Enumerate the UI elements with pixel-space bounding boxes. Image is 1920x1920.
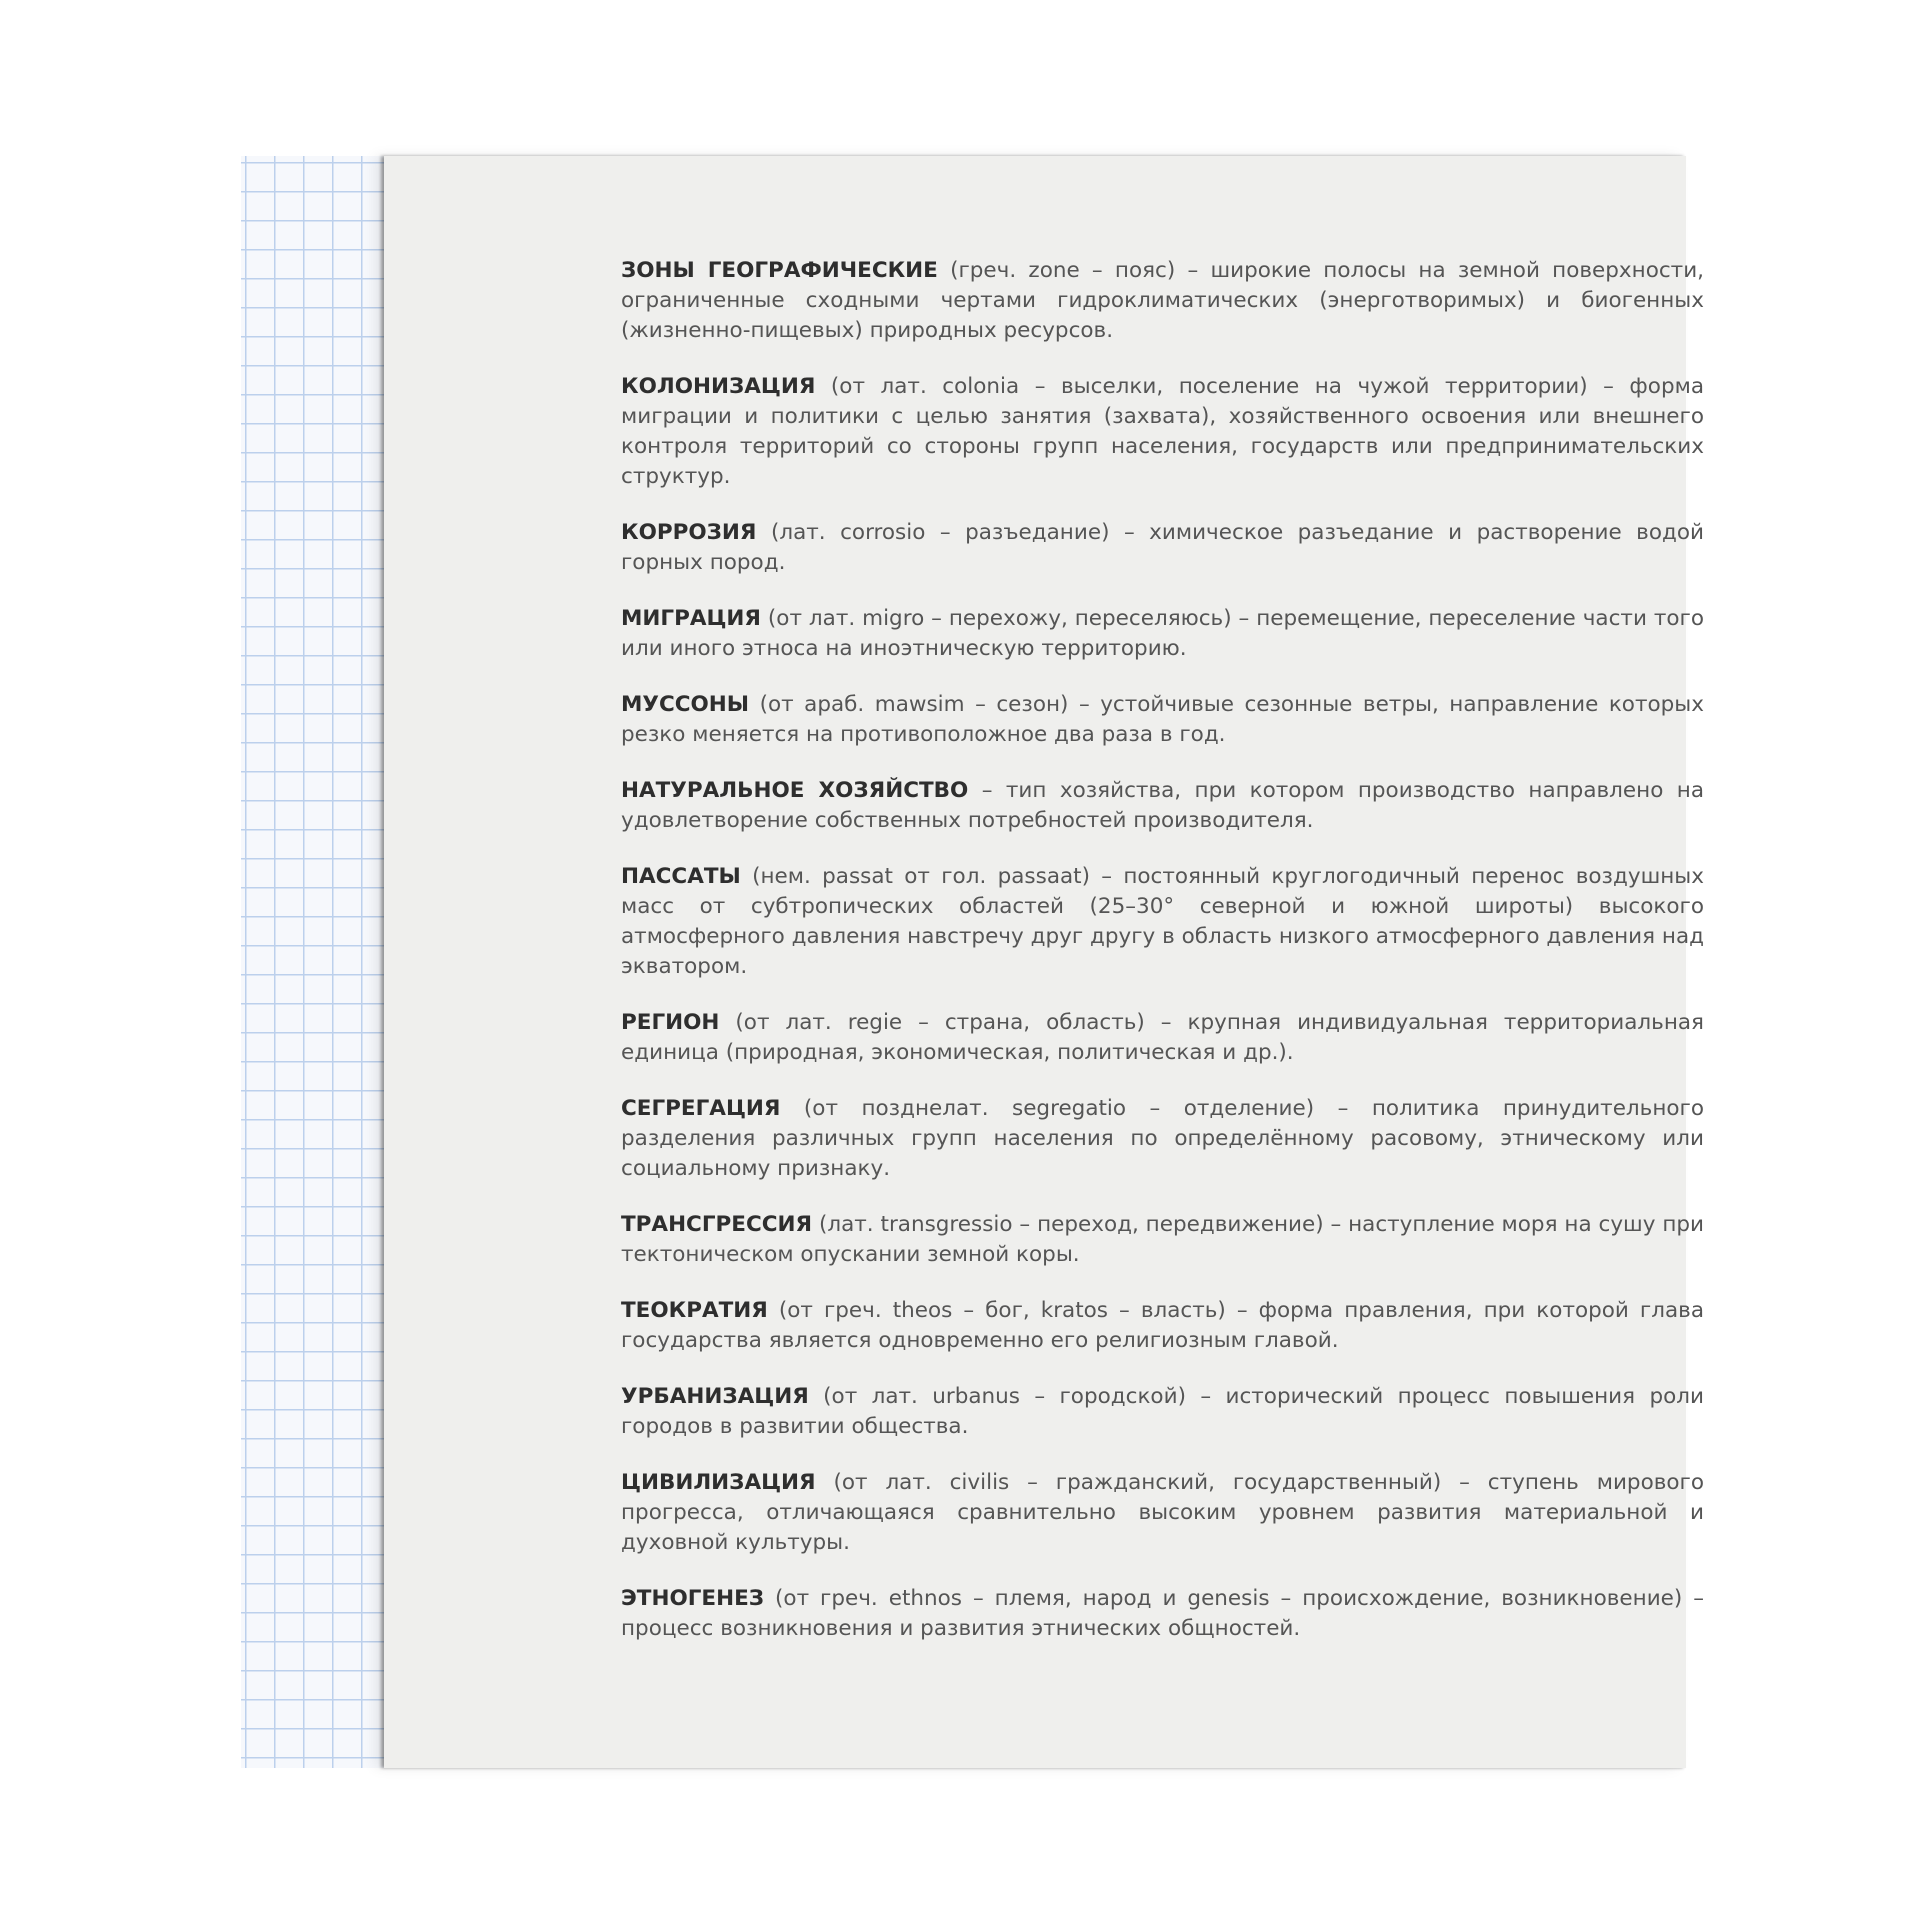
glossary-definition: (от араб. mawsim – сезон) – устойчивые сезонные ветры, направление которых резко меняется на противоположное два раза в год. (621, 692, 1704, 747)
glossary-definition: (от греч. theos – бог, kratos – власть) – форма правления, при которой глава государства является одновременно его религиозным главой. (621, 1298, 1704, 1353)
glossary-term: ТЕОКРАТИЯ (621, 1298, 768, 1323)
glossary-entry (621, 1584, 1704, 1644)
glossary-term: ПАССАТЫ (621, 864, 741, 889)
glossary-entry (621, 1210, 1704, 1270)
glossary-definition: (от греч. ethnos – племя, народ и genesis – происхождение, возникновение) – процесс возникновения и развития этнических общностей. (621, 1586, 1704, 1641)
glossary-term: УРБАНИЗАЦИЯ (621, 1384, 809, 1409)
glossary-term: ТРАНСГРЕССИЯ (621, 1212, 813, 1237)
glossary-term: ЭТНОГЕНЕЗ (621, 1586, 765, 1611)
glossary-definition: (нем. passat от гол. passaat) – постоянный круглогодичный перенос воздушных масс от субтропических областей (25–30° северной и южной широты) высокого атмосферного давления навстречу друг другу в область низкого атмосферного давления над экватором. (621, 864, 1704, 979)
glossary-entry (621, 690, 1704, 750)
glossary-definition: (от лат. colonia – выселки, поселение на чужой территории) – форма миграции и политики с целью занятия (захвата), хозяйственного освоения или внешнего контроля территорий со стороны групп населения, государств или предпринимательских структур. (621, 374, 1704, 489)
glossary-definition: (лат. transgressio – переход, передвижение) – наступление моря на сушу при тектоническом опускании земной коры. (621, 1212, 1704, 1267)
glossary-definition: – тип хозяйства, при котором производство направлено на удовлетворение собственных потребностей производителя. (621, 778, 1704, 833)
glossary-entry (621, 372, 1704, 492)
glossary-entry (621, 1094, 1704, 1184)
glossary-definition: (лат. corrosio – разъедание) – химическое разъедание и растворение водой горных пород. (621, 520, 1704, 575)
glossary-term: КОЛОНИЗАЦИЯ (621, 374, 816, 399)
glossary-term: КОРРОЗИЯ (621, 520, 757, 545)
glossary-term: РЕГИОН (621, 1010, 720, 1035)
glossary-term: ЗОНЫ ГЕОГРАФИЧЕСКИЕ (621, 258, 938, 283)
glossary-definition: (от лат. migro – перехожу, переселяюсь) – перемещение, переселение части того или иного этноса на иноэтническую территорию. (621, 606, 1704, 661)
glossary-entry (621, 518, 1704, 578)
glossary (621, 256, 1704, 1670)
glossary-entry (621, 776, 1704, 836)
glossary-entry (621, 604, 1704, 664)
glossary-definition: (от лат. civilis – гражданский, государственный) – ступень мирового прогресса, отличающаяся сравнительно высоким уровнем развития материальной и духовной культуры. (621, 1470, 1704, 1555)
glossary-entry (621, 1468, 1704, 1558)
glossary-entry (621, 1008, 1704, 1068)
glossary-term: СЕГРЕГАЦИЯ (621, 1096, 781, 1121)
notebook (241, 156, 1704, 1768)
glossary-definition: (от лат. regie – страна, область) – крупная индивидуальная территориальная единица (природная, экономическая, политическая и др.). (621, 1010, 1704, 1065)
glossary-definition: (греч. zone – пояс) – широкие полосы на земной поверхности, ограниченные сходными чертами гидроклиматических (энерготворимых) и биогенных (жизненно-пищевых) природных ресурсов. (621, 258, 1704, 343)
glossary-definition: (от лат. urbanus – городской) – исторический процесс повышения роли городов в развитии общества. (621, 1384, 1704, 1439)
glossary-term: ЦИВИЛИЗАЦИЯ (621, 1470, 816, 1495)
glossary-entry (621, 862, 1704, 982)
glossary-term: НАТУРАЛЬНОЕ ХОЗЯЙСТВО (621, 778, 969, 803)
glossary-entry (621, 256, 1704, 346)
glossary-term: МУССОНЫ (621, 692, 750, 717)
glossary-term: МИГРАЦИЯ (621, 606, 761, 631)
grid-paper-strip (241, 156, 399, 1768)
back-cover (384, 156, 1704, 1768)
glossary-entry (621, 1296, 1704, 1356)
glossary-definition: (от позднелат. segregatio – отделение) – политика принудительного разделения различных групп населения по определённому расовому, этническому или социальному признаку. (621, 1096, 1704, 1181)
glossary-entry (621, 1382, 1704, 1442)
